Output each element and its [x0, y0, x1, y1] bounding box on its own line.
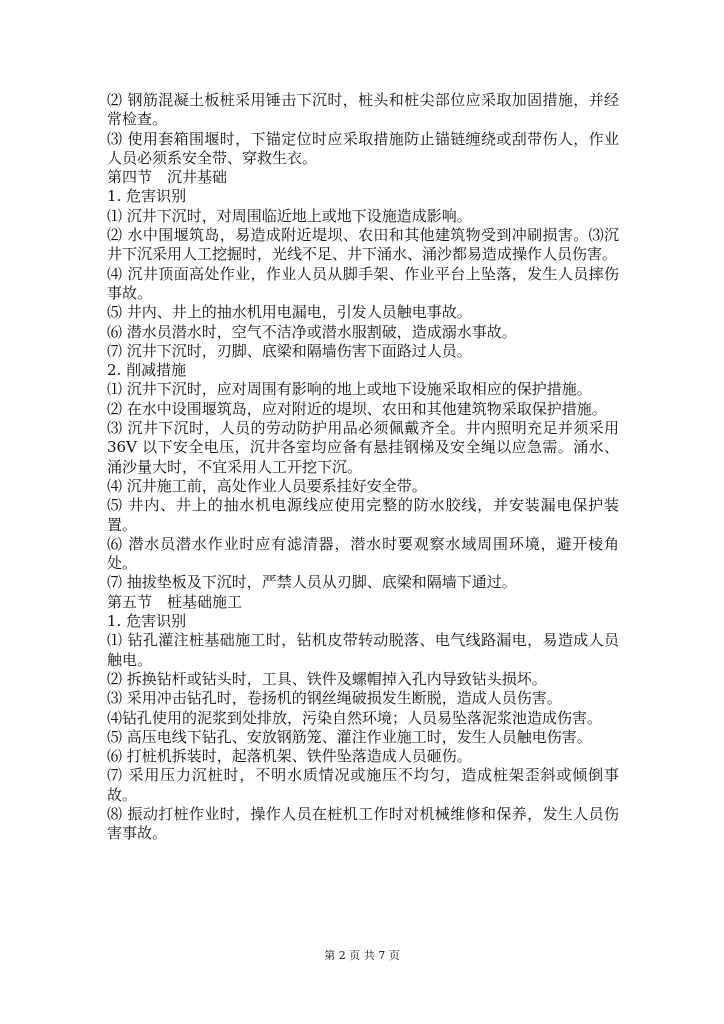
paragraph: ⑶ 采用冲击钻孔时，卷扬机的钢丝绳破损发生断脱，造成人员伤害。 — [107, 689, 562, 708]
section-heading: 第四节 沉井基础 — [107, 168, 228, 187]
paragraph: ⑷钻孔使用的泥浆到处排放，污染自然环境；人员易坠落泥浆池造成伤害。 — [107, 708, 603, 727]
subsection-heading: 1. 危害识别 — [107, 612, 187, 631]
paragraph: ⑺ 沉井下沉时，刃脚、底梁和隔墙伤害下面路过人员。 — [107, 341, 472, 360]
paragraph: ⑴ 沉井下沉时，对周围临近地上或地下设施造成影响。 — [107, 206, 472, 225]
paragraph: ⑵ 拆换钻杆或钻头时，工具、铁件及螺帽掉入孔内导致钻头损坏。 — [107, 669, 547, 688]
paragraph: ⑶ 沉井下沉时，人员的劳动防护用品必须佩戴齐全。井内照明充足并须采用 36V 以下安全电压，沉井各室均应备有悬挂钢梯及安全绳以应急需。涌水、涌沙量大时，不宜采用人工开挖下沉。 — [107, 419, 619, 476]
paragraph: ⑴ 沉井下沉时，应对周围有影响的地上或地下设施采取相应的保护措施。 — [107, 380, 592, 399]
paragraph: ⑵ 水中围堰筑岛，易造成附近堤坝、农田和其他建筑物受到冲刷损害。⑶沉井下沉采用人工挖掘时，光线不足、井下涌水、涌沙都易造成操作人员伤害。 — [107, 226, 619, 264]
paragraph: ⑵ 钢筋混凝土板桩采用锤击下沉时，桩头和桩尖部位应采取加固措施，并经常检查。 — [107, 91, 619, 129]
paragraph: ⑶ 使用套箱围堰时，下锚定位时应采取措施防止锚链缠绕或刮带伤人，作业人员必须系安全带、穿救生衣。 — [107, 129, 619, 167]
section-heading: 第五节 桩基础施工 — [107, 592, 243, 611]
paragraph: ⑸ 井内、井上的抽水机电源线应使用完整的防水胶线，并安装漏电保护装置。 — [107, 496, 619, 534]
subsection-heading: 2. 削减措施 — [107, 361, 187, 380]
paragraph: ⑹ 潜水员潜水时，空气不洁净或潜水服割破，造成溺水事故。 — [107, 322, 517, 341]
paragraph: ⑹ 打桩机拆装时，起落机架、铁件坠落造成人员砸伤。 — [107, 747, 472, 766]
paragraph: ⑻ 振动打桩作业时，操作人员在桩机工作时对机械维修和保养，发生人员伤害事故。 — [107, 804, 619, 843]
paragraph: ⑵ 在水中设围堰筑岛，应对附近的堤坝、农田和其他建筑物采取保护措施。 — [107, 399, 607, 418]
paragraph: ⑹ 潜水员潜水作业时应有滤清器，潜水时要观察水域周围环境，避开棱角处。 — [107, 534, 619, 573]
document-body — [107, 91, 619, 844]
paragraph: ⑷ 沉井顶面高处作业，作业人员从脚手架、作业平台上坠落，发生人员摔伤事故。 — [107, 264, 619, 302]
paragraph: ⑸ 井内、井上的抽水机用电漏电，引发人员触电事故。 — [107, 303, 472, 322]
paragraph: ⑺ 抽拔垫板及下沉时，严禁人员从刃脚、底梁和隔墙下通过。 — [107, 573, 517, 592]
page-footer: 第 2 页 共 7 页 — [324, 949, 400, 962]
paragraph: ⑸ 高压电线下钻孔、安放钢筋笼、灌注作业施工时，发生人员触电伤害。 — [107, 727, 592, 746]
paragraph: ⑷ 沉井施工前，高处作业人员要系挂好安全带。 — [107, 476, 427, 495]
subsection-heading: 1. 危害识别 — [107, 187, 187, 206]
paragraph: ⑴ 钻孔灌注桩基础施工时，钻机皮带转动脱落、电气线路漏电，易造成人员触电。 — [107, 631, 619, 669]
paragraph: ⑺ 采用压力沉桩时，不明水质情况或施压不均匀，造成桩架歪斜或倾倒事故。 — [107, 766, 619, 804]
